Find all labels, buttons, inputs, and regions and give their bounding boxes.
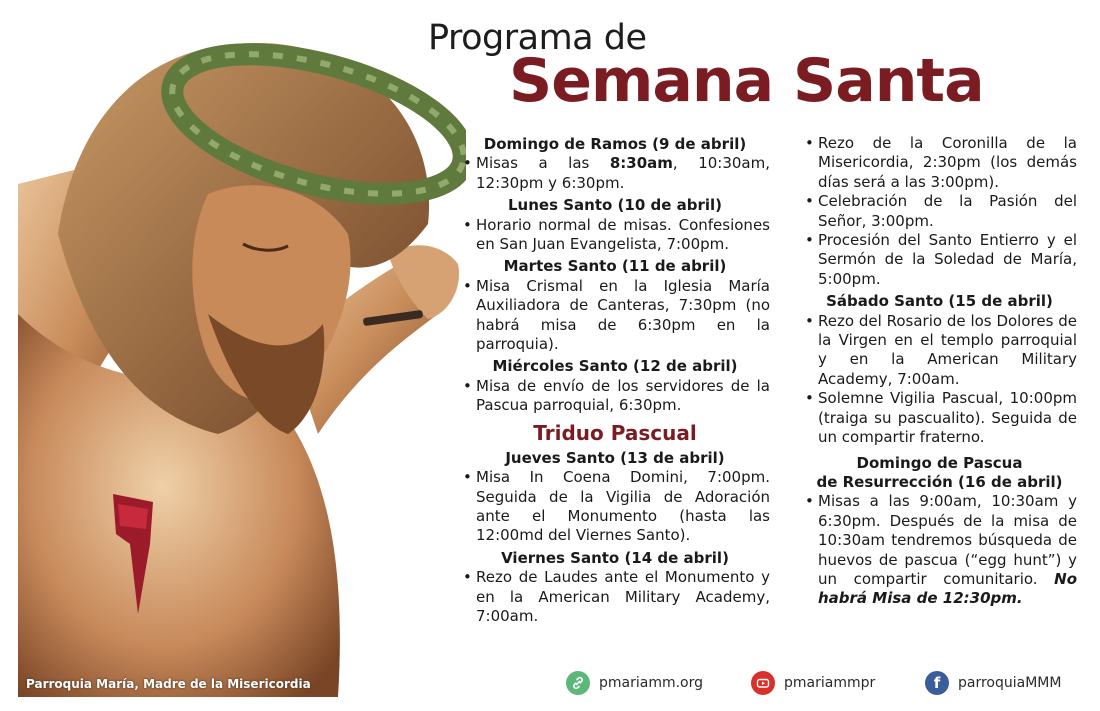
- item-sabado-santo-vigilia: • Solemne Vigilia Pascual, 10:00pm (traiga su pascualito). Seguida de un compartir fraterno.: [802, 389, 1077, 447]
- youtube-icon-glyph: [756, 676, 770, 690]
- link-icon-glyph: [571, 676, 585, 690]
- item-viernes-santo-laudes: • Rezo de Laudes ante el Monumento y en la American Military Academy, 7:00am.: [460, 568, 770, 626]
- text-fragment: , 10:30am, 12:30pm y 6:30pm.: [476, 154, 770, 192]
- title-semana-santa: Semana Santa: [509, 46, 984, 116]
- item-sabado-santo-rosario: • Rezo del Rosario de los Dolores de la Virgen en el templo parroquial y en la American Military Academy, 7:00am.: [802, 312, 1077, 390]
- website-label[interactable]: pmariamm.org: [599, 675, 704, 691]
- heading-domingo-ramos: Domingo de Ramos (9 de abril): [483, 135, 747, 153]
- text-fragment: Misas a las: [476, 154, 610, 173]
- parish-name-caption: Parroquia María, Madre de la Misericordia: [26, 677, 311, 691]
- heading-triduo-pascual: Triduo Pascual: [533, 420, 697, 445]
- heading-viernes-santo: Viernes Santo (14 de abril): [501, 548, 729, 567]
- heading-line: Domingo de Pascua: [856, 453, 1023, 472]
- item-viernes-santo-pasion: • Celebración de la Pasión del Señor, 3:00pm.: [802, 192, 1077, 231]
- item-domingo-pascua: [802, 492, 1077, 608]
- highlight-time: 8:30am: [609, 154, 673, 173]
- heading-sabado-santo: Sábado Santo (15 de abril): [826, 292, 1053, 311]
- heading-line: de Resurrección (16 de abril): [816, 472, 1063, 491]
- crucifix-image: [18, 14, 466, 697]
- item-martes-santo: • Misa Crismal en la Iglesia María Auxiliadora de Canteras, 7:30pm (no habrá misa de 6:30pm en la parroquia).: [460, 277, 770, 355]
- heading-lunes-santo: Lunes Santo (10 de abril): [507, 196, 723, 215]
- item-domingo-ramos-misas: [460, 154, 770, 193]
- item-viernes-santo-procesion: • Procesión del Santo Entierro y el Sermón de la Soledad de María, 5:00pm.: [802, 231, 1077, 289]
- youtube-label[interactable]: pmariammpr: [784, 675, 876, 691]
- item-lunes-santo: • Horario normal de misas. Confesiones en San Juan Evangelista, 7:00pm.: [460, 216, 770, 255]
- facebook-glyph: f: [933, 674, 941, 692]
- crucifix-illustration: [18, 14, 466, 697]
- link-icon: [566, 671, 590, 695]
- notice-no-misa: No habrá Misa de 12:30pm.: [818, 569, 1077, 608]
- facebook-label[interactable]: parroquiaMMM: [958, 675, 1062, 691]
- item-jueves-santo: • Misa In Coena Domini, 7:00pm. Seguida de la Vigilia de Adoración ante el Monumento (hasta las 12:00md del Viernes Santo).: [460, 468, 770, 546]
- item-viernes-santo-coronilla: • Rezo de la Coronilla de la Misericordia, 2:30pm (los demás días será a las 3:00pm).: [802, 134, 1077, 192]
- schedule-column-left: [460, 132, 770, 626]
- heading-martes-santo: Martes Santo (11 de abril): [503, 257, 727, 276]
- social-youtube[interactable]: [751, 671, 875, 695]
- social-facebook[interactable]: [925, 671, 1061, 695]
- schedule-column-right: [802, 134, 1077, 609]
- item-miercoles-santo: • Misa de envío de los servidores de la Pascua parroquial, 6:30pm.: [460, 377, 770, 416]
- heading-jueves-santo: Jueves Santo (13 de abril): [505, 448, 725, 467]
- title-programa-de: Programa de: [428, 18, 647, 58]
- social-website[interactable]: [566, 671, 703, 695]
- heading-domingo-pascua: [802, 454, 1077, 493]
- heading-miercoles-santo: Miércoles Santo (12 de abril): [492, 357, 738, 376]
- youtube-icon: [751, 671, 775, 695]
- text-fragment: Misas a las 9:00am, 10:30am y 6:30pm. Después de la misa de 10:30am tendremos búsqueda de huevos de pascua (“egg hunt”) y un compartir comunitario.: [818, 492, 1077, 588]
- facebook-icon: [925, 671, 949, 695]
